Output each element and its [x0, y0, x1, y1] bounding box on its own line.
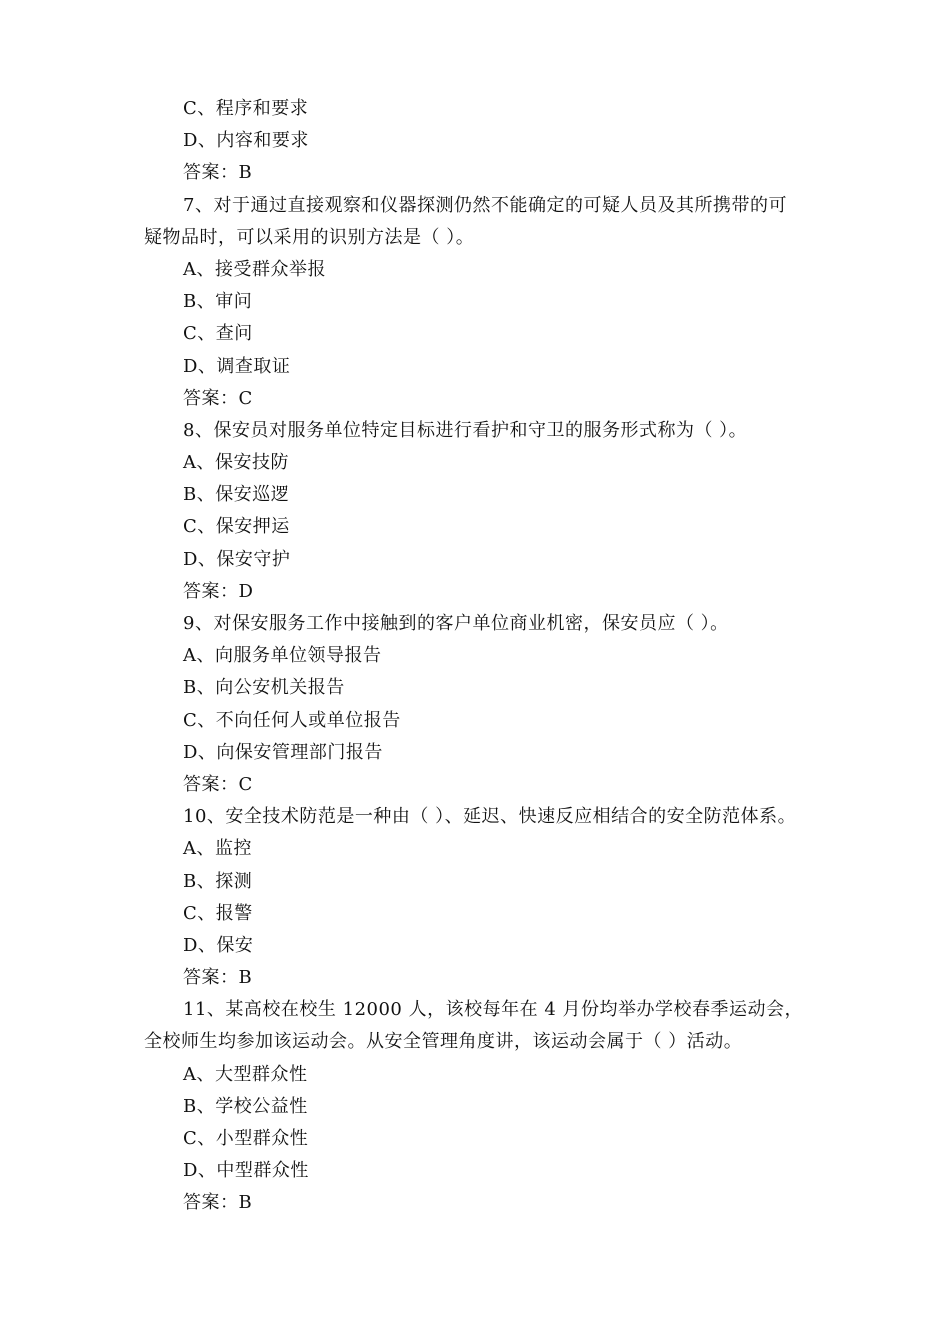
question-continuation: 疑物品时，可以采用的识别方法是（ ）。	[144, 226, 475, 248]
answer-line: 答案：C	[183, 387, 253, 409]
option-line: A、保安技防	[183, 452, 289, 474]
answer-line: 答案：D	[183, 580, 254, 602]
option-line: C、不向任何人或单位报告	[183, 709, 401, 731]
option-line: B、学校公益性	[183, 1095, 308, 1117]
option-line: D、向保安管理部门报告	[183, 741, 383, 763]
option-line: B、审问	[183, 291, 253, 313]
option-line: A、大型群众性	[183, 1063, 308, 1085]
answer-line: 答案：C	[183, 773, 253, 795]
question-continuation: 全校师生均参加该运动会。从安全管理角度讲，该运动会属于（ ）活动。	[144, 1031, 743, 1053]
option-line: B、探测	[183, 870, 253, 892]
option-line: A、监控	[183, 838, 252, 860]
option-line: C、报警	[183, 902, 253, 924]
question-line: 11、某高校在校生 12000 人，该校每年在 4 月份均举办学校春季运动会，	[183, 999, 804, 1021]
answer-line: 答案：B	[183, 162, 253, 184]
option-line: D、中型群众性	[183, 1160, 309, 1182]
question-line: 8、保安员对服务单位特定目标进行看护和守卫的服务形式称为（ ）。	[183, 419, 748, 441]
option-line: B、保安巡逻	[183, 484, 290, 506]
option-line: A、向服务单位领导报告	[183, 645, 382, 667]
answer-line: 答案：B	[183, 967, 253, 989]
option-line: B、向公安机关报告	[183, 677, 345, 699]
option-line: D、保安守护	[183, 548, 291, 570]
answer-line: 答案：B	[183, 1192, 253, 1214]
option-line: C、查问	[183, 323, 253, 345]
document-body	[144, 93, 824, 1220]
question-line: 10、安全技术防范是一种由（ ）、延迟、快速反应相结合的安全防范体系。	[183, 806, 797, 828]
option-line: D、内容和要求	[183, 130, 309, 152]
question-line: 9、对保安服务工作中接触到的客户单位商业机密，保安员应（ ）。	[183, 613, 729, 634]
option-line: D、保安	[183, 934, 254, 956]
option-line: C、程序和要求	[183, 98, 309, 119]
option-line: C、保安押运	[183, 516, 290, 538]
option-line: D、调查取证	[183, 355, 291, 377]
option-line: C、小型群众性	[183, 1128, 309, 1149]
question-line: 7、对于通过直接观察和仪器探测仍然不能确定的可疑人员及其所携带的可	[183, 194, 787, 216]
option-line: A、接受群众举报	[183, 258, 326, 280]
